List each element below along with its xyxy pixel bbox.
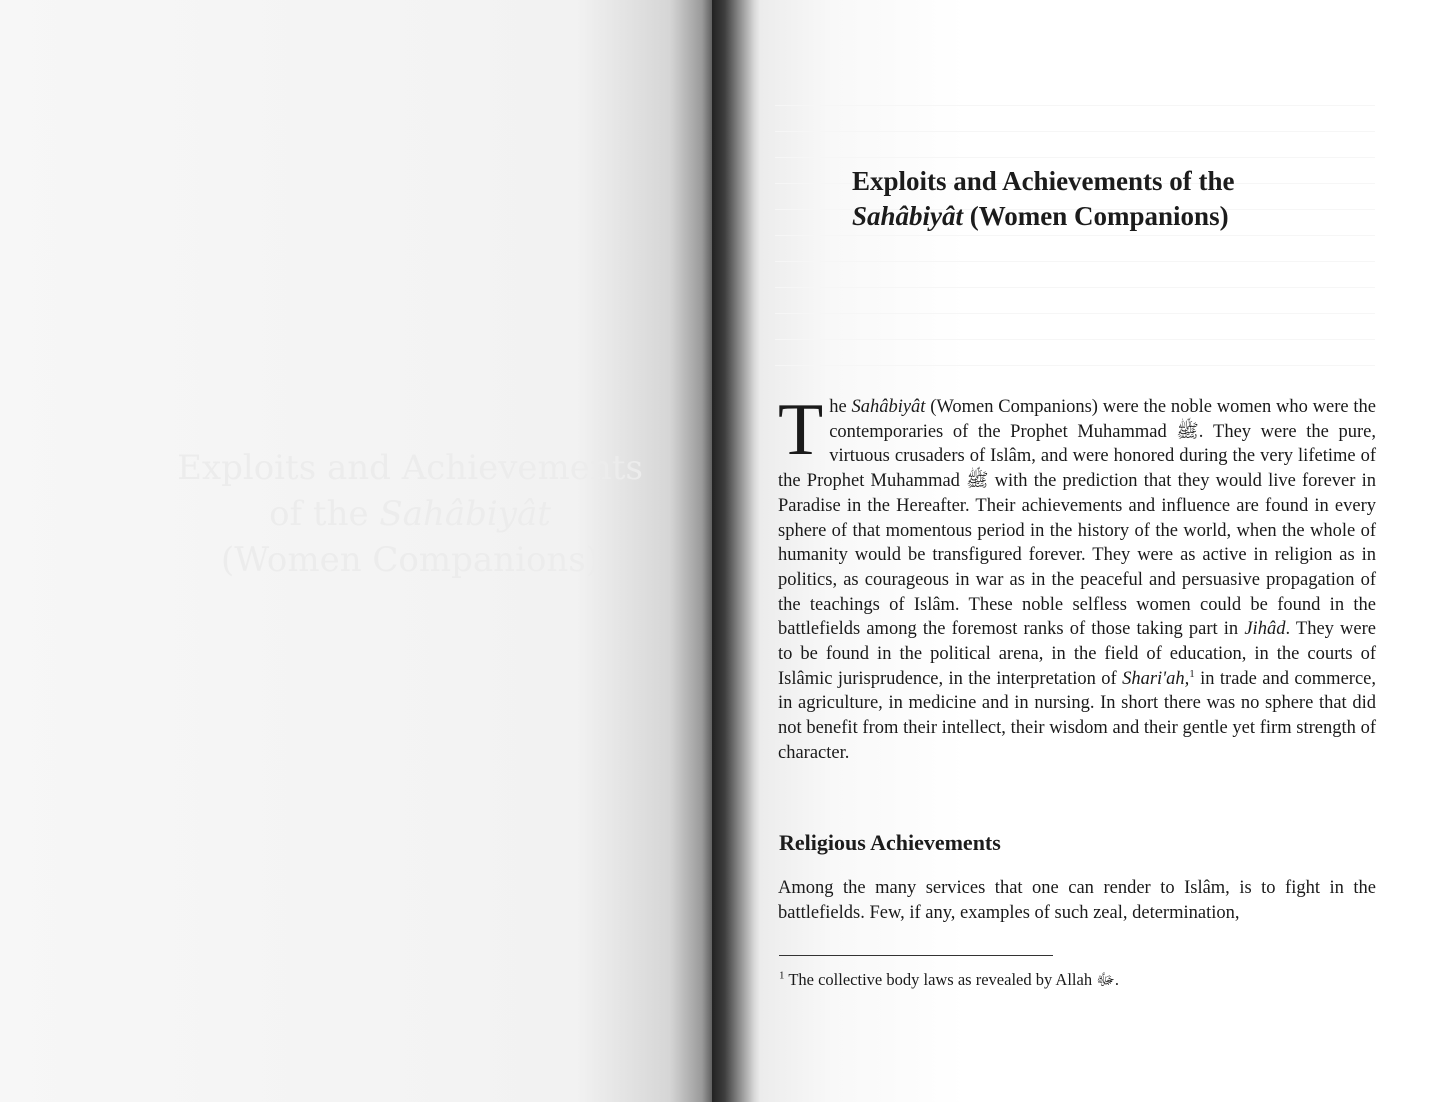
intro-italic-jihad: Jihâd xyxy=(1244,619,1286,640)
intro-italic-sahabiyat: Sahâbiyât xyxy=(851,397,926,417)
intro-text-4: in trade and commerce, in agriculture, in medicine and in nursing. In short there was no sphere that did not benefit from their intellect, their wisdom and their gentle yet firm strength of character. xyxy=(778,668,1376,763)
footnote xyxy=(779,970,1339,994)
left-page xyxy=(0,0,720,1102)
section-heading: Religious Achievements xyxy=(779,830,1001,855)
show-through-title: Exploits and Achievements of the Sahâbiyât (Women Companions) xyxy=(177,448,643,580)
footnote-rule xyxy=(779,955,1053,956)
intro-paragraph xyxy=(778,389,1376,766)
section-paragraph: Among the many services that one can render to Islâm, is to fight in the battlefields. Few, if any, examples of such zeal, determination, xyxy=(778,878,1376,923)
footnote-text: The collective body laws as revealed by Allah ﷻ. xyxy=(784,970,1119,989)
title-line-2-rest: (Women Companions) xyxy=(963,201,1229,231)
chapter-title xyxy=(852,164,1352,234)
drop-cap: T xyxy=(778,389,824,471)
intro-text-3: . They were to be found in the political arena, in the field of education, in the courts of Islâmic jurisprudence, in the interpretation of xyxy=(778,619,1376,689)
intro-text-1: he xyxy=(829,397,852,417)
title-italic-term: Sahâbiyât xyxy=(852,201,964,231)
footnote-marker: 1 xyxy=(779,969,785,982)
intro-italic-shariah: Shari'ah, xyxy=(1122,668,1190,689)
intro-text-2: (Women Companions) were the noble women who were the contemporaries of the Prophet Muhammad ﷺ. They were the pure, virtuous crusaders of Islâm, and were honored during the very lifetime of the Prophet Muhammad ﷺ with the prediction that they would live forever in Paradise in the Hereafter. Their achievements and influence are found in every sphere of that momentous period in the history of the world, when the whole of humanity would be transfigured forever. They were as active in religion as in politics, as courageous in war as in the peaceful and persuasive propagation of the teachings of Islâm. These noble selfless women could be found in the battlefields among the foremost ranks of those taking part in xyxy=(778,397,1376,640)
book-gutter xyxy=(712,0,762,1102)
title-line-1: Exploits and Achievements of the xyxy=(852,166,1235,196)
footnote-reference: 1 xyxy=(1189,667,1195,680)
